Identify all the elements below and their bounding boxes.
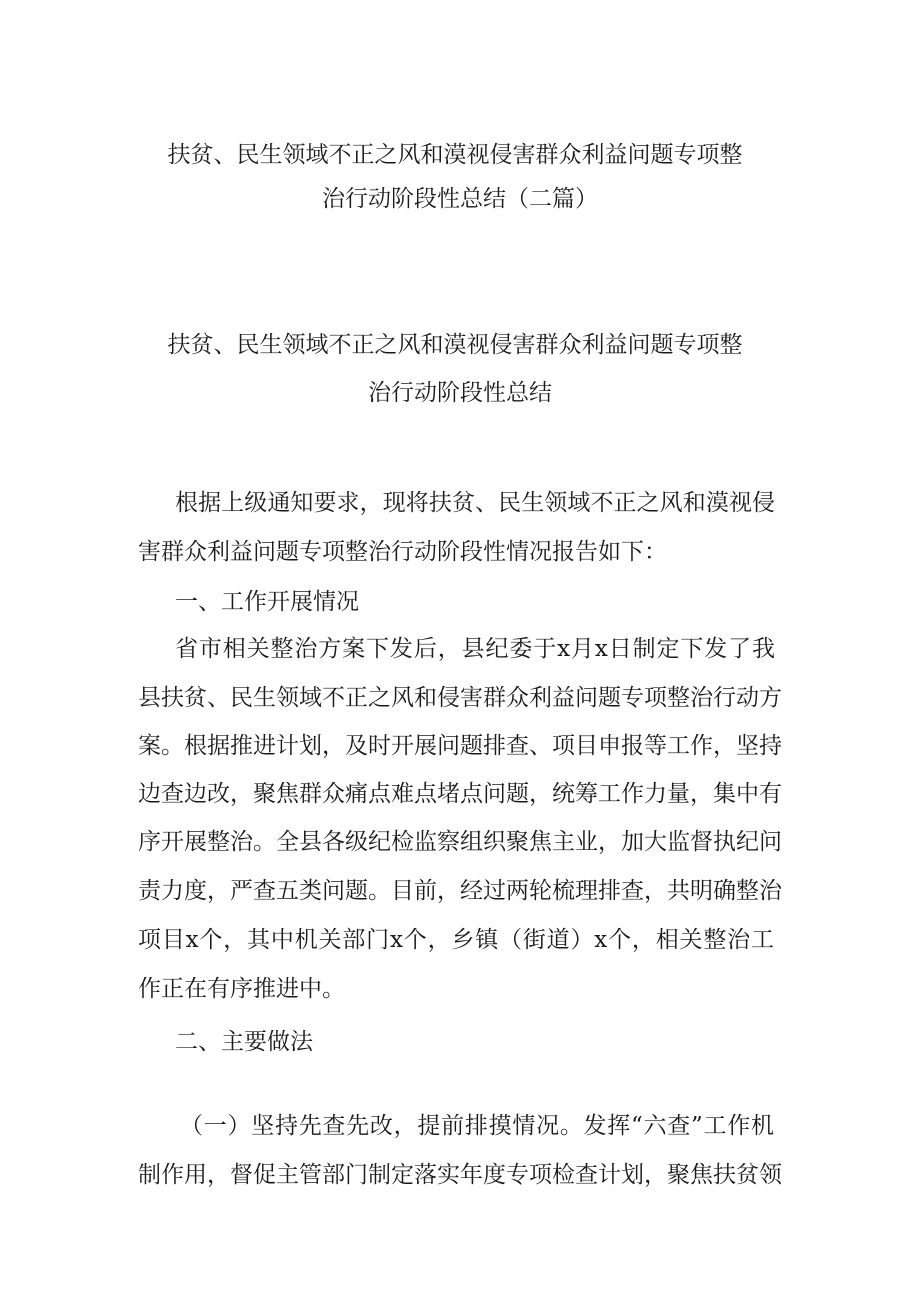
para1-line-5: 序开展整治。全县各级纪检监察组织聚焦主业，加大监督执纪问 bbox=[138, 829, 782, 855]
para2-line-2: 制作用，督促主管部门制定落实年度专项检查计划，聚焦扶贫领 bbox=[138, 1162, 782, 1188]
section-heading-1: 一、工作开展情况 bbox=[175, 589, 359, 615]
para1-line-2: 县扶贫、民生领域不正之风和侵害群众利益问题专项整治行动方 bbox=[138, 685, 782, 711]
para1-line-4: 边查边改，聚焦群众痛点难点堵点问题，统筹工作力量，集中有 bbox=[138, 781, 782, 807]
main-title-line-1: 扶贫、民生领域不正之风和漠视侵害群众利益问题专项整 bbox=[167, 142, 743, 168]
para1-line-7: 项目x个，其中机关部门x个，乡镇（街道）x个，相关整治工 bbox=[138, 927, 774, 953]
para2-line-1: （一）坚持先查先改，提前排摸情况。发挥“六查”工作机 bbox=[180, 1113, 774, 1139]
intro-line-2: 害群众利益问题专项整治行动阶段性情况报告如下： bbox=[138, 539, 667, 565]
section-heading-2: 二、主要做法 bbox=[175, 1029, 313, 1055]
para1-line-1: 省市相关整治方案下发后，县纪委于x月x日制定下发了我 bbox=[175, 636, 775, 662]
sub-title-line-2: 治行动阶段性总结 bbox=[368, 380, 552, 406]
para1-line-3: 案。根据推进计划，及时开展问题排查、项目申报等工作，坚持 bbox=[138, 733, 782, 759]
main-title-line-2: 治行动阶段性总结（二篇） bbox=[322, 186, 598, 212]
sub-title-line-1: 扶贫、民生领域不正之风和漠视侵害群众利益问题专项整 bbox=[167, 332, 743, 358]
para1-line-6: 责力度，严查五类问题。目前，经过两轮梳理排查，共明确整治 bbox=[138, 878, 782, 904]
intro-line-1: 根据上级通知要求，现将扶贫、民生领域不正之风和漠视侵 bbox=[175, 490, 775, 516]
para1-line-8: 作正在有序推进中。 bbox=[138, 976, 345, 1002]
